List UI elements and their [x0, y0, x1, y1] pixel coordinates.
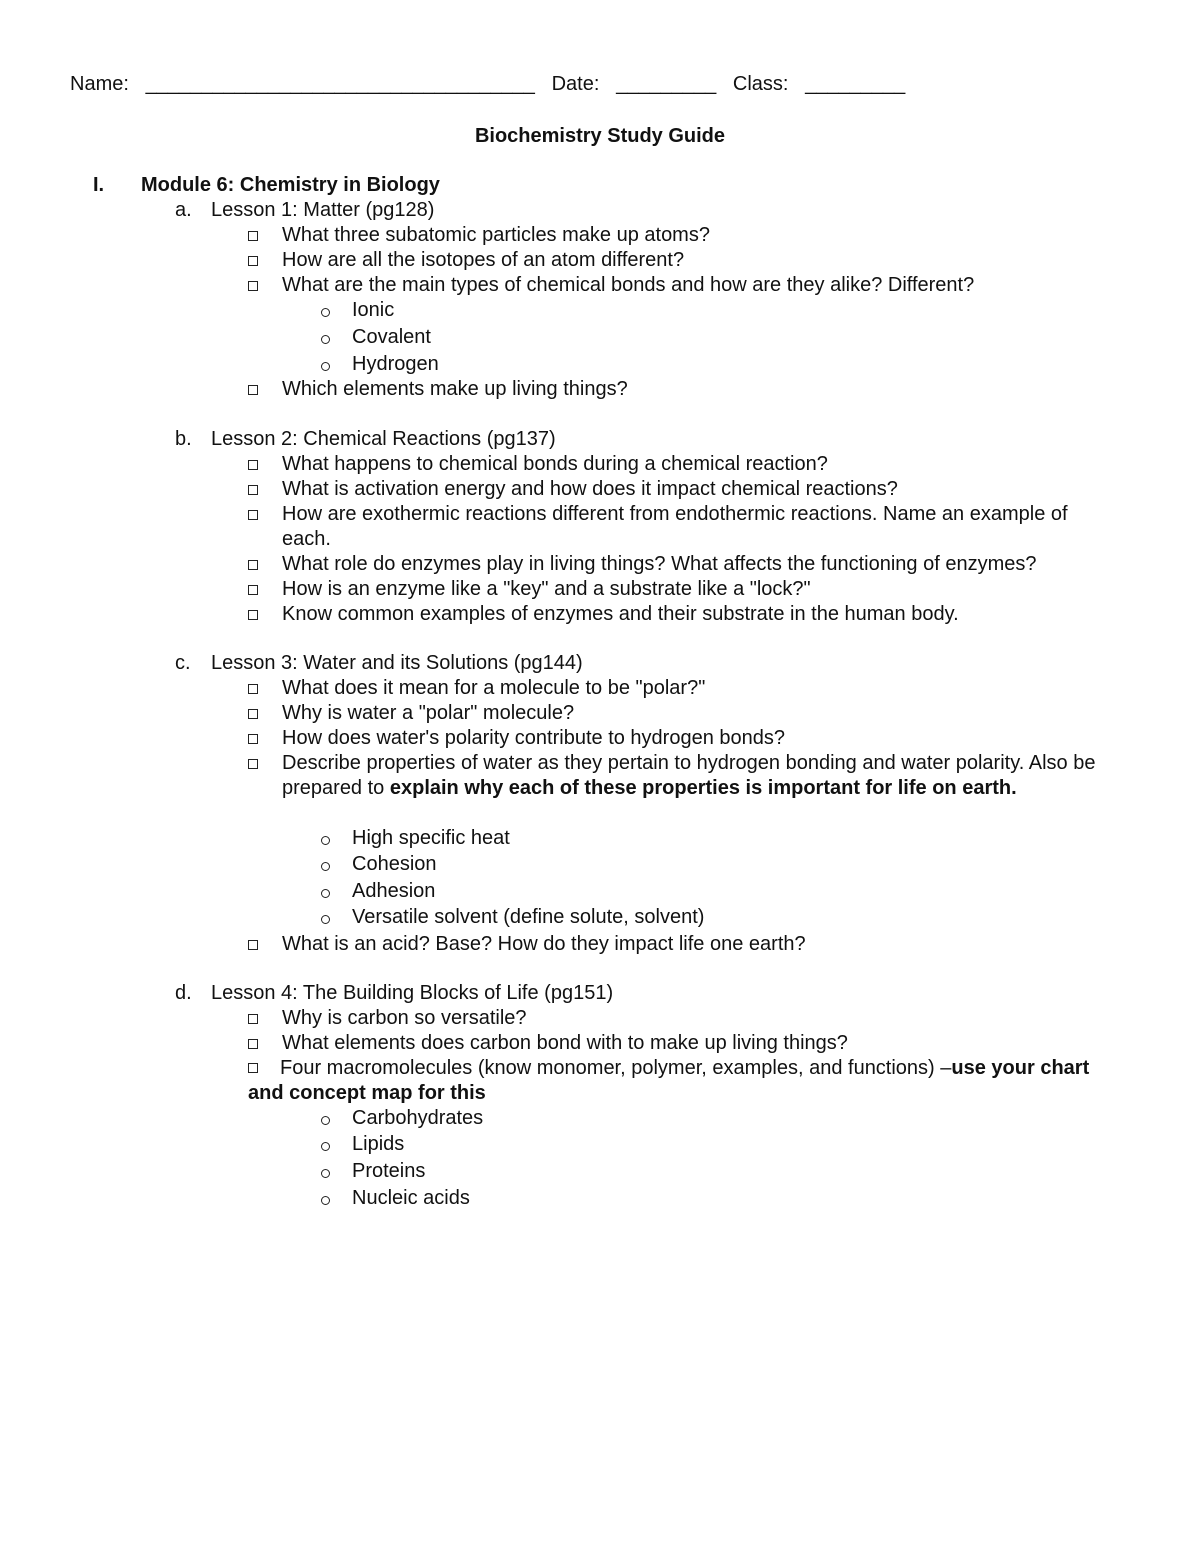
sub-item-text: Proteins: [352, 1160, 426, 1182]
question-item: [248, 932, 1128, 957]
checkbox-icon: [248, 560, 258, 570]
checkbox-icon: [248, 709, 258, 719]
date-blank: _________: [616, 73, 717, 95]
checkbox-icon: [248, 759, 258, 769]
question-item: [248, 248, 1128, 273]
question-text: What is activation energy and how does it impact chemical reactions?: [282, 478, 898, 500]
question-text: How are exothermic reactions different from endothermic reactions. Name an example of each.: [282, 503, 1068, 550]
question-item: [248, 751, 1128, 801]
question-text: [282, 751, 1112, 801]
lesson-letter: b.: [175, 428, 192, 450]
lesson-letter: d.: [175, 982, 192, 1004]
sub-item-text: Ionic: [352, 299, 395, 321]
checkbox-icon: [248, 734, 258, 744]
question-text: How does water's polarity contribute to hydrogen bonds?: [282, 727, 785, 749]
question-item: [248, 602, 1128, 627]
question-item: [248, 577, 1128, 602]
circle-bullet-icon: [321, 1169, 330, 1178]
lesson-title: Lesson 2: Chemical Reactions (pg137): [211, 428, 556, 450]
circle-bullet-icon: [321, 915, 330, 924]
circle-bullet-icon: [321, 1116, 330, 1125]
lesson-heading: [175, 427, 556, 452]
question-item: [248, 273, 1128, 298]
checkbox-icon: [248, 256, 258, 266]
checkbox-icon: [248, 485, 258, 495]
checkbox-icon: [248, 940, 258, 950]
question-text: What happens to chemical bonds during a chemical reaction?: [282, 453, 828, 475]
question-text: Why is carbon so versatile?: [282, 1007, 527, 1029]
question-item: [248, 452, 1128, 477]
question-item: [248, 1031, 1128, 1056]
date-label: Date:: [551, 73, 600, 95]
lesson-title: Lesson 3: Water and its Solutions (pg144): [211, 652, 583, 674]
sub-item: [321, 1132, 404, 1157]
lesson-letter: a.: [175, 199, 192, 221]
checkbox-icon: [248, 585, 258, 595]
checkbox-icon: [248, 610, 258, 620]
question-item: [248, 502, 1128, 552]
checkbox-icon: [248, 281, 258, 291]
circle-bullet-icon: [321, 1142, 330, 1151]
module-title: Module 6: Chemistry in Biology: [141, 174, 440, 196]
question-item: [248, 223, 1128, 248]
checkbox-icon: [248, 1063, 258, 1073]
question-text: What role do enzymes play in living things? What affects the functioning of enzymes?: [282, 553, 1037, 575]
sub-item: [321, 1186, 470, 1211]
circle-bullet-icon: [321, 862, 330, 871]
question-text: What does it mean for a molecule to be "polar?": [282, 677, 706, 699]
question-item: [248, 726, 1128, 751]
circle-bullet-icon: [321, 836, 330, 845]
sub-item-text: High specific heat: [352, 827, 510, 849]
circle-bullet-icon: [321, 1196, 330, 1205]
question-item: [248, 1006, 1128, 1031]
macro-question-emphasis: use your chart and concept map for this: [248, 1057, 1090, 1104]
circle-bullet-icon: [321, 335, 330, 344]
class-blank: _________: [805, 73, 906, 95]
sub-item: [321, 1106, 483, 1131]
sub-item-text: Versatile solvent (define solute, solvent): [352, 906, 705, 928]
checkbox-icon: [248, 460, 258, 470]
question-text: Which elements make up living things?: [282, 378, 628, 400]
question-text: Why is water a "polar" molecule?: [282, 702, 575, 724]
sub-item: [321, 905, 704, 930]
question-text: What are the main types of chemical bonds and how are they alike? Different?: [282, 274, 975, 296]
header-fields: [70, 71, 905, 97]
macro-question-text: Four macromolecules (know monomer, polymer, examples, and functions) –: [280, 1057, 952, 1079]
page-title: Biochemistry Study Guide: [474, 125, 726, 147]
sub-item-text: Adhesion: [352, 880, 436, 902]
sub-item-text: Lipids: [352, 1133, 405, 1155]
sub-item: [321, 1159, 425, 1184]
checkbox-icon: [248, 510, 258, 520]
sub-item: [321, 826, 510, 851]
sub-item: [321, 352, 439, 377]
describe-question-emphasis: explain why each of these properties is important for life on earth.: [389, 777, 1017, 799]
lesson-heading: [175, 981, 613, 1006]
question-text: What three subatomic particles make up atoms?: [282, 224, 710, 246]
sub-item: [321, 298, 394, 323]
lesson-letter: c.: [175, 652, 191, 674]
circle-bullet-icon: [321, 308, 330, 317]
checkbox-icon: [248, 684, 258, 694]
sub-item-text: Carbohydrates: [352, 1107, 484, 1129]
lesson-title: Lesson 4: The Building Blocks of Life (pg151): [211, 982, 614, 1004]
question-item: [248, 552, 1128, 577]
question-text: What elements does carbon bond with to make up living things?: [282, 1032, 848, 1054]
question-item: [248, 377, 1128, 402]
sub-item: [321, 325, 431, 350]
module-numeral: I.: [93, 174, 105, 196]
question-text: Know common examples of enzymes and their substrate in the human body.: [282, 603, 959, 625]
describe-question-text: Describe properties of water as they pertain to hydrogen bonding and water polarity. Also be prepared to: [282, 752, 1096, 799]
lesson-title: Lesson 1: Matter (pg128): [211, 199, 435, 221]
lesson-heading: [175, 198, 434, 223]
checkbox-icon: [248, 1014, 258, 1024]
checkbox-icon: [248, 385, 258, 395]
lesson-heading: [175, 651, 583, 676]
question-item: [248, 1056, 1108, 1106]
sub-item-text: Hydrogen: [352, 353, 439, 375]
sub-item-text: Cohesion: [352, 853, 437, 875]
question-item: [248, 676, 1128, 701]
name-label: Name:: [70, 73, 129, 95]
checkbox-icon: [248, 231, 258, 241]
sub-item: [321, 879, 435, 904]
sub-item: [321, 852, 437, 877]
question-text: How is an enzyme like a "key" and a substrate like a "lock?": [282, 578, 811, 600]
circle-bullet-icon: [321, 889, 330, 898]
question-item: [248, 701, 1128, 726]
question-text: What is an acid? Base? How do they impact life one earth?: [282, 933, 806, 955]
question-text: How are all the isotopes of an atom different?: [282, 249, 685, 271]
class-label: Class:: [732, 73, 789, 95]
sub-item-text: Nucleic acids: [352, 1187, 470, 1209]
checkbox-icon: [248, 1039, 258, 1049]
circle-bullet-icon: [321, 362, 330, 371]
question-item: [248, 477, 1128, 502]
sub-item-text: Covalent: [352, 326, 431, 348]
name-blank: ___________________________________: [145, 73, 535, 95]
